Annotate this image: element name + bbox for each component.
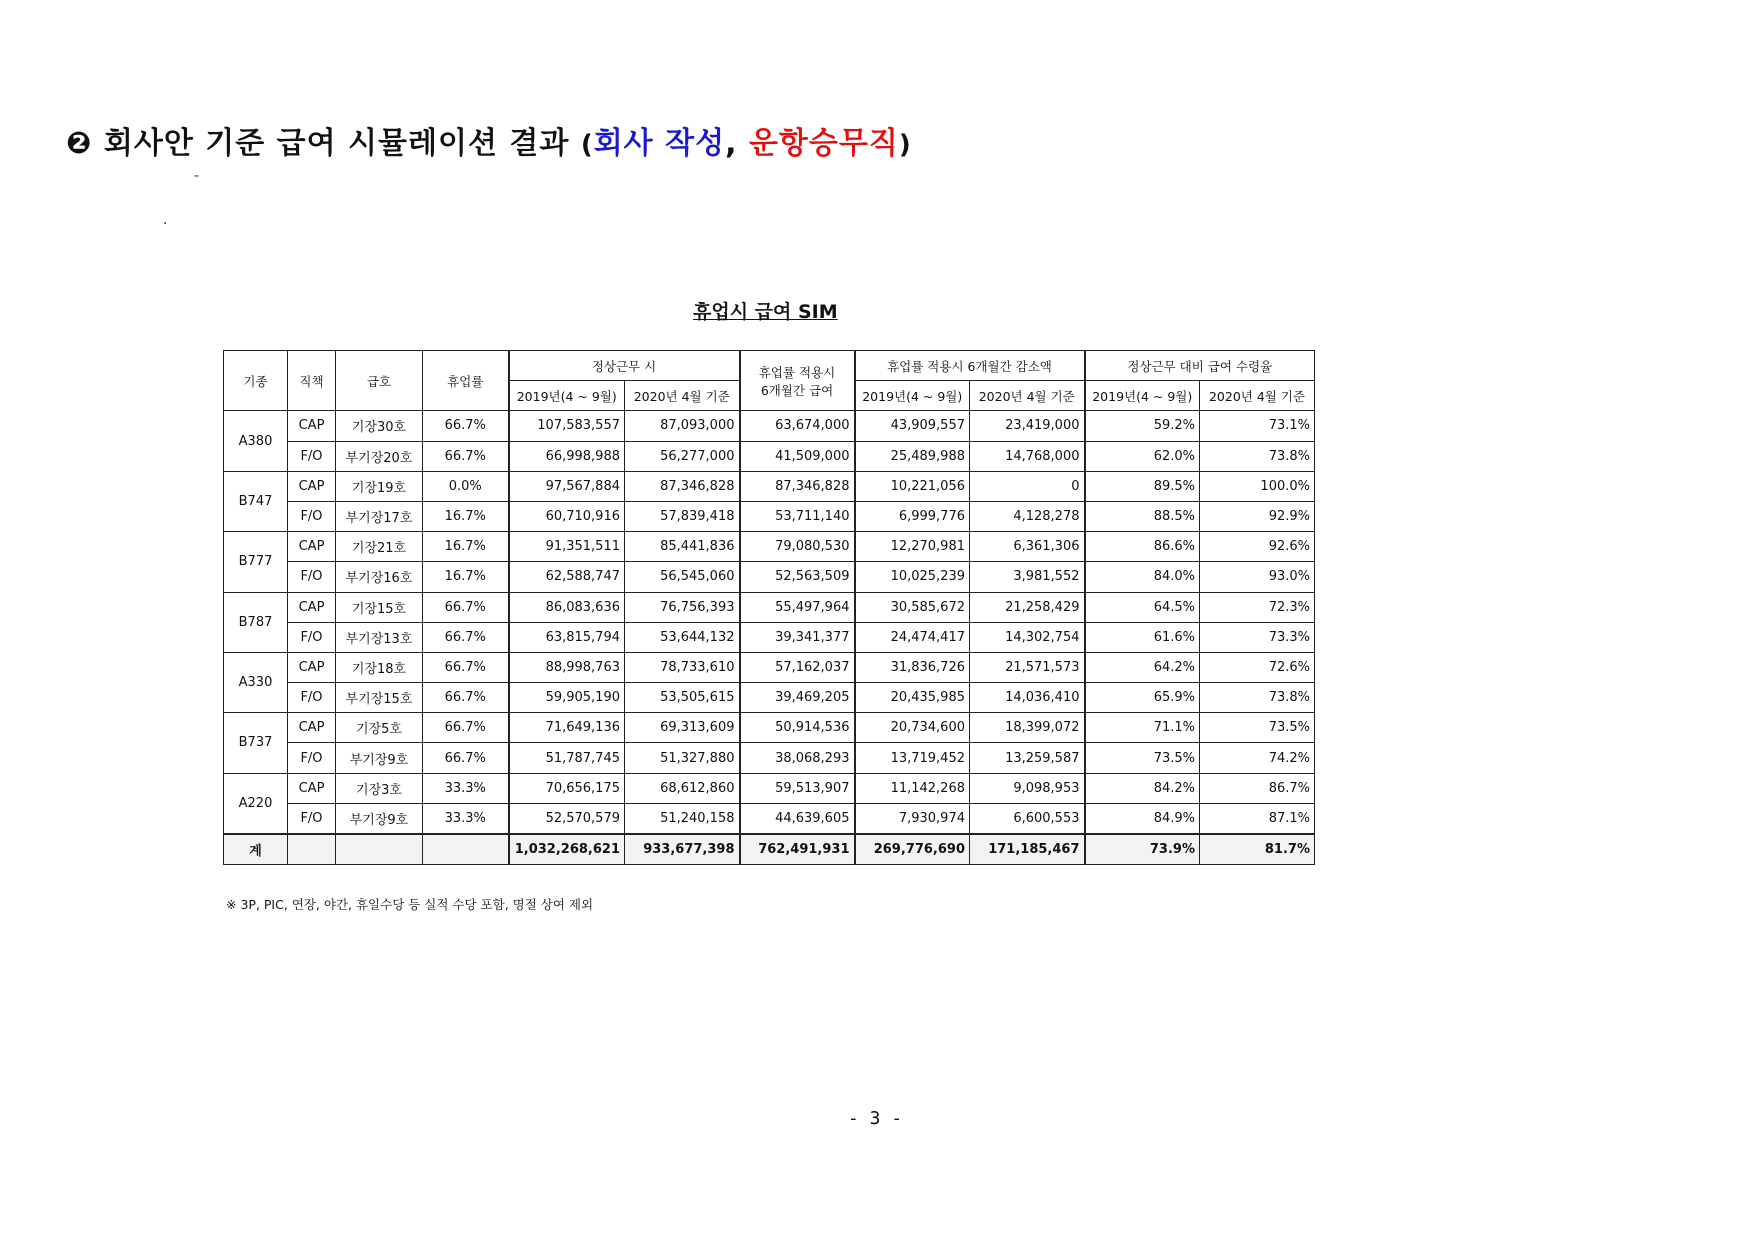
heading-paren-close: ) [898, 130, 912, 160]
r2020-cell: 4,128,278 [970, 501, 1085, 531]
n2019-cell: 66,998,988 [509, 441, 625, 471]
n2020-cell: 78,733,610 [625, 652, 740, 682]
p2019-cell: 61.6% [1085, 622, 1200, 652]
r2019-cell: 7,930,974 [855, 803, 970, 834]
p2020-cell: 92.6% [1200, 532, 1315, 562]
r2019-cell: 25,489,988 [855, 441, 970, 471]
rate-cell: 16.7% [423, 532, 509, 562]
p2019-cell: 64.2% [1085, 652, 1200, 682]
rate-cell: 16.7% [423, 501, 509, 531]
p2020-cell: 74.2% [1200, 743, 1315, 773]
table-row [224, 773, 1315, 803]
header-reduction-2020: 2020년 4월 기준 [970, 381, 1085, 411]
model-cell: B787 [224, 592, 288, 652]
table-row [224, 683, 1315, 713]
n2019-cell: 59,905,190 [509, 683, 625, 713]
applied-cell: 63,674,000 [740, 411, 855, 441]
p2019-cell: 84.2% [1085, 773, 1200, 803]
p2019-cell: 64.5% [1085, 592, 1200, 622]
r2020-cell: 21,571,573 [970, 652, 1085, 682]
n2020-cell: 56,545,060 [625, 562, 740, 592]
total-n2020-cell: 933,677,398 [625, 834, 740, 865]
rate-cell: 66.7% [423, 622, 509, 652]
n2019-cell: 51,787,745 [509, 743, 625, 773]
applied-cell: 38,068,293 [740, 743, 855, 773]
header-normal-2020: 2020년 4월 기준 [625, 381, 740, 411]
total-applied-cell: 762,491,931 [740, 834, 855, 865]
heading-paren-open: ( [580, 130, 594, 160]
grade-cell: 부기장9호 [336, 803, 423, 834]
p2020-cell: 100.0% [1200, 471, 1315, 501]
position-cell: F/O [288, 562, 336, 592]
model-cell: A380 [224, 411, 288, 471]
r2020-cell: 14,768,000 [970, 441, 1085, 471]
table-row [224, 471, 1315, 501]
p2020-cell: 73.3% [1200, 622, 1315, 652]
position-cell: F/O [288, 501, 336, 531]
n2020-cell: 53,644,132 [625, 622, 740, 652]
model-cell: A330 [224, 652, 288, 712]
header-ratio-2019: 2019년(4 ~ 9월) [1085, 381, 1200, 411]
table-row [224, 592, 1315, 622]
r2020-cell: 9,098,953 [970, 773, 1085, 803]
p2019-cell: 84.0% [1085, 562, 1200, 592]
r2019-cell: 10,221,056 [855, 471, 970, 501]
grade-cell: 부기장17호 [336, 501, 423, 531]
r2019-cell: 12,270,981 [855, 532, 970, 562]
applied-cell: 53,711,140 [740, 501, 855, 531]
model-cell: A220 [224, 773, 288, 834]
n2019-cell: 88,998,763 [509, 652, 625, 682]
rate-cell: 66.7% [423, 652, 509, 682]
p2020-cell: 73.1% [1200, 411, 1315, 441]
applied-cell: 44,639,605 [740, 803, 855, 834]
n2019-cell: 71,649,136 [509, 713, 625, 743]
grade-cell: 기장30호 [336, 411, 423, 441]
header-normal-2019: 2019년(4 ~ 9월) [509, 381, 625, 411]
r2020-cell: 3,981,552 [970, 562, 1085, 592]
r2020-cell: 23,419,000 [970, 411, 1085, 441]
p2019-cell: 86.6% [1085, 532, 1200, 562]
header-reduction-group: 휴업률 적용시 6개월간 감소액 [855, 351, 1085, 381]
table-row [224, 713, 1315, 743]
position-cell: F/O [288, 441, 336, 471]
grade-cell: 기장18호 [336, 652, 423, 682]
n2019-cell: 107,583,557 [509, 411, 625, 441]
r2019-cell: 13,719,452 [855, 743, 970, 773]
r2019-cell: 30,585,672 [855, 592, 970, 622]
r2019-cell: 43,909,557 [855, 411, 970, 441]
rate-cell: 66.7% [423, 592, 509, 622]
n2019-cell: 52,570,579 [509, 803, 625, 834]
n2019-cell: 97,567,884 [509, 471, 625, 501]
heading-comma: , [725, 126, 738, 161]
position-cell: CAP [288, 532, 336, 562]
header-model: 기종 [224, 351, 288, 411]
r2019-cell: 31,836,726 [855, 652, 970, 682]
position-cell: F/O [288, 622, 336, 652]
total-row [224, 834, 1315, 865]
header-applied-line1: 휴업률 적용시 [758, 364, 836, 380]
table-row [224, 501, 1315, 531]
r2020-cell: 14,036,410 [970, 683, 1085, 713]
header-applied [740, 351, 855, 411]
p2020-cell: 73.5% [1200, 713, 1315, 743]
header-position: 직책 [288, 351, 336, 411]
scan-speck: ˉ [193, 174, 200, 190]
position-cell: F/O [288, 683, 336, 713]
rate-cell: 66.7% [423, 683, 509, 713]
total-label: 계 [224, 834, 288, 865]
salary-sim-table [223, 350, 1315, 865]
n2019-cell: 86,083,636 [509, 592, 625, 622]
n2019-cell: 60,710,916 [509, 501, 625, 531]
table-row [224, 411, 1315, 441]
r2019-cell: 6,999,776 [855, 501, 970, 531]
rate-cell: 33.3% [423, 773, 509, 803]
table-title: 휴업시 급여 SIM [693, 301, 838, 323]
grade-cell: 부기장20호 [336, 441, 423, 471]
p2019-cell: 62.0% [1085, 441, 1200, 471]
p2019-cell: 88.5% [1085, 501, 1200, 531]
grade-cell: 부기장15호 [336, 683, 423, 713]
p2019-cell: 89.5% [1085, 471, 1200, 501]
p2020-cell: 92.9% [1200, 501, 1315, 531]
rate-cell: 66.7% [423, 411, 509, 441]
position-cell: CAP [288, 471, 336, 501]
r2020-cell: 13,259,587 [970, 743, 1085, 773]
rate-cell: 66.7% [423, 743, 509, 773]
header-reduction-2019: 2019년(4 ~ 9월) [855, 381, 970, 411]
n2020-cell: 85,441,836 [625, 532, 740, 562]
model-cell: B777 [224, 532, 288, 592]
n2019-cell: 63,815,794 [509, 622, 625, 652]
p2020-cell: 86.7% [1200, 773, 1315, 803]
n2020-cell: 87,093,000 [625, 411, 740, 441]
r2020-cell: 6,361,306 [970, 532, 1085, 562]
p2020-cell: 73.8% [1200, 441, 1315, 471]
n2020-cell: 51,240,158 [625, 803, 740, 834]
grade-cell: 부기장16호 [336, 562, 423, 592]
document-heading [66, 118, 912, 162]
grade-cell: 기장15호 [336, 592, 423, 622]
p2020-cell: 73.8% [1200, 683, 1315, 713]
n2020-cell: 87,346,828 [625, 471, 740, 501]
header-leave-rate: 휴업률 [423, 351, 509, 411]
position-cell: CAP [288, 713, 336, 743]
r2019-cell: 20,734,600 [855, 713, 970, 743]
position-cell: CAP [288, 411, 336, 441]
n2020-cell: 69,313,609 [625, 713, 740, 743]
p2019-cell: 65.9% [1085, 683, 1200, 713]
table-row [224, 441, 1315, 471]
rate-cell: 16.7% [423, 562, 509, 592]
total-p2020-cell: 81.7% [1200, 834, 1315, 865]
total-empty-cell [423, 834, 509, 865]
heading-bullet: ❷ [66, 126, 93, 161]
table-row [224, 562, 1315, 592]
r2020-cell: 21,258,429 [970, 592, 1085, 622]
applied-cell: 39,341,377 [740, 622, 855, 652]
applied-cell: 57,162,037 [740, 652, 855, 682]
applied-cell: 55,497,964 [740, 592, 855, 622]
applied-cell: 41,509,000 [740, 441, 855, 471]
table-row [224, 622, 1315, 652]
n2020-cell: 57,839,418 [625, 501, 740, 531]
applied-cell: 52,563,509 [740, 562, 855, 592]
n2020-cell: 51,327,880 [625, 743, 740, 773]
rate-cell: 66.7% [423, 441, 509, 471]
r2019-cell: 20,435,985 [855, 683, 970, 713]
model-cell: B737 [224, 713, 288, 773]
n2020-cell: 76,756,393 [625, 592, 740, 622]
grade-cell: 부기장13호 [336, 622, 423, 652]
r2019-cell: 10,025,239 [855, 562, 970, 592]
r2020-cell: 18,399,072 [970, 713, 1085, 743]
grade-cell: 기장21호 [336, 532, 423, 562]
position-cell: F/O [288, 743, 336, 773]
total-empty-cell [288, 834, 336, 865]
heading-crew: 운항승무직 [748, 126, 899, 161]
applied-cell: 79,080,530 [740, 532, 855, 562]
p2019-cell: 59.2% [1085, 411, 1200, 441]
header-normal-group: 정상근무 시 [509, 351, 740, 381]
header-grade: 급호 [336, 351, 423, 411]
n2020-cell: 53,505,615 [625, 683, 740, 713]
footnote: ※ 3P, PIC, 연장, 야간, 휴일수당 등 실적 수당 포함, 명절 상여 제외 [226, 897, 594, 912]
rate-cell: 66.7% [423, 713, 509, 743]
total-p2019-cell: 73.9% [1085, 834, 1200, 865]
table-row [224, 803, 1315, 834]
n2020-cell: 68,612,860 [625, 773, 740, 803]
grade-cell: 부기장9호 [336, 743, 423, 773]
p2020-cell: 87.1% [1200, 803, 1315, 834]
r2019-cell: 24,474,417 [855, 622, 970, 652]
total-empty-cell [336, 834, 423, 865]
r2020-cell: 0 [970, 471, 1085, 501]
position-cell: CAP [288, 592, 336, 622]
n2019-cell: 91,351,511 [509, 532, 625, 562]
page-number: - 3 - [847, 1108, 903, 1129]
grade-cell: 기장3호 [336, 773, 423, 803]
scan-speck: · [163, 216, 168, 232]
position-cell: CAP [288, 652, 336, 682]
position-cell: F/O [288, 803, 336, 834]
header-applied-line2: 6개월간 급여 [760, 382, 834, 398]
p2020-cell: 72.3% [1200, 592, 1315, 622]
applied-cell: 39,469,205 [740, 683, 855, 713]
r2019-cell: 11,142,268 [855, 773, 970, 803]
total-r2019-cell: 269,776,690 [855, 834, 970, 865]
heading-main: 회사안 기준 급여 시뮬레이션 결과 [103, 126, 570, 161]
rate-cell: 0.0% [423, 471, 509, 501]
p2019-cell: 71.1% [1085, 713, 1200, 743]
total-n2019-cell: 1,032,268,621 [509, 834, 625, 865]
table-row [224, 652, 1315, 682]
total-r2020-cell: 171,185,467 [970, 834, 1085, 865]
header-ratio-group: 정상근무 대비 급여 수령율 [1085, 351, 1315, 381]
p2020-cell: 72.6% [1200, 652, 1315, 682]
applied-cell: 50,914,536 [740, 713, 855, 743]
table-row [224, 743, 1315, 773]
n2019-cell: 62,588,747 [509, 562, 625, 592]
n2020-cell: 56,277,000 [625, 441, 740, 471]
applied-cell: 59,513,907 [740, 773, 855, 803]
p2019-cell: 73.5% [1085, 743, 1200, 773]
r2020-cell: 14,302,754 [970, 622, 1085, 652]
applied-cell: 87,346,828 [740, 471, 855, 501]
table-row [224, 532, 1315, 562]
heading-company: 회사 작성 [593, 126, 726, 161]
rate-cell: 33.3% [423, 803, 509, 834]
grade-cell: 기장19호 [336, 471, 423, 501]
grade-cell: 기장5호 [336, 713, 423, 743]
p2019-cell: 84.9% [1085, 803, 1200, 834]
r2020-cell: 6,600,553 [970, 803, 1085, 834]
position-cell: CAP [288, 773, 336, 803]
model-cell: B747 [224, 471, 288, 531]
p2020-cell: 93.0% [1200, 562, 1315, 592]
header-ratio-2020: 2020년 4월 기준 [1200, 381, 1315, 411]
n2019-cell: 70,656,175 [509, 773, 625, 803]
